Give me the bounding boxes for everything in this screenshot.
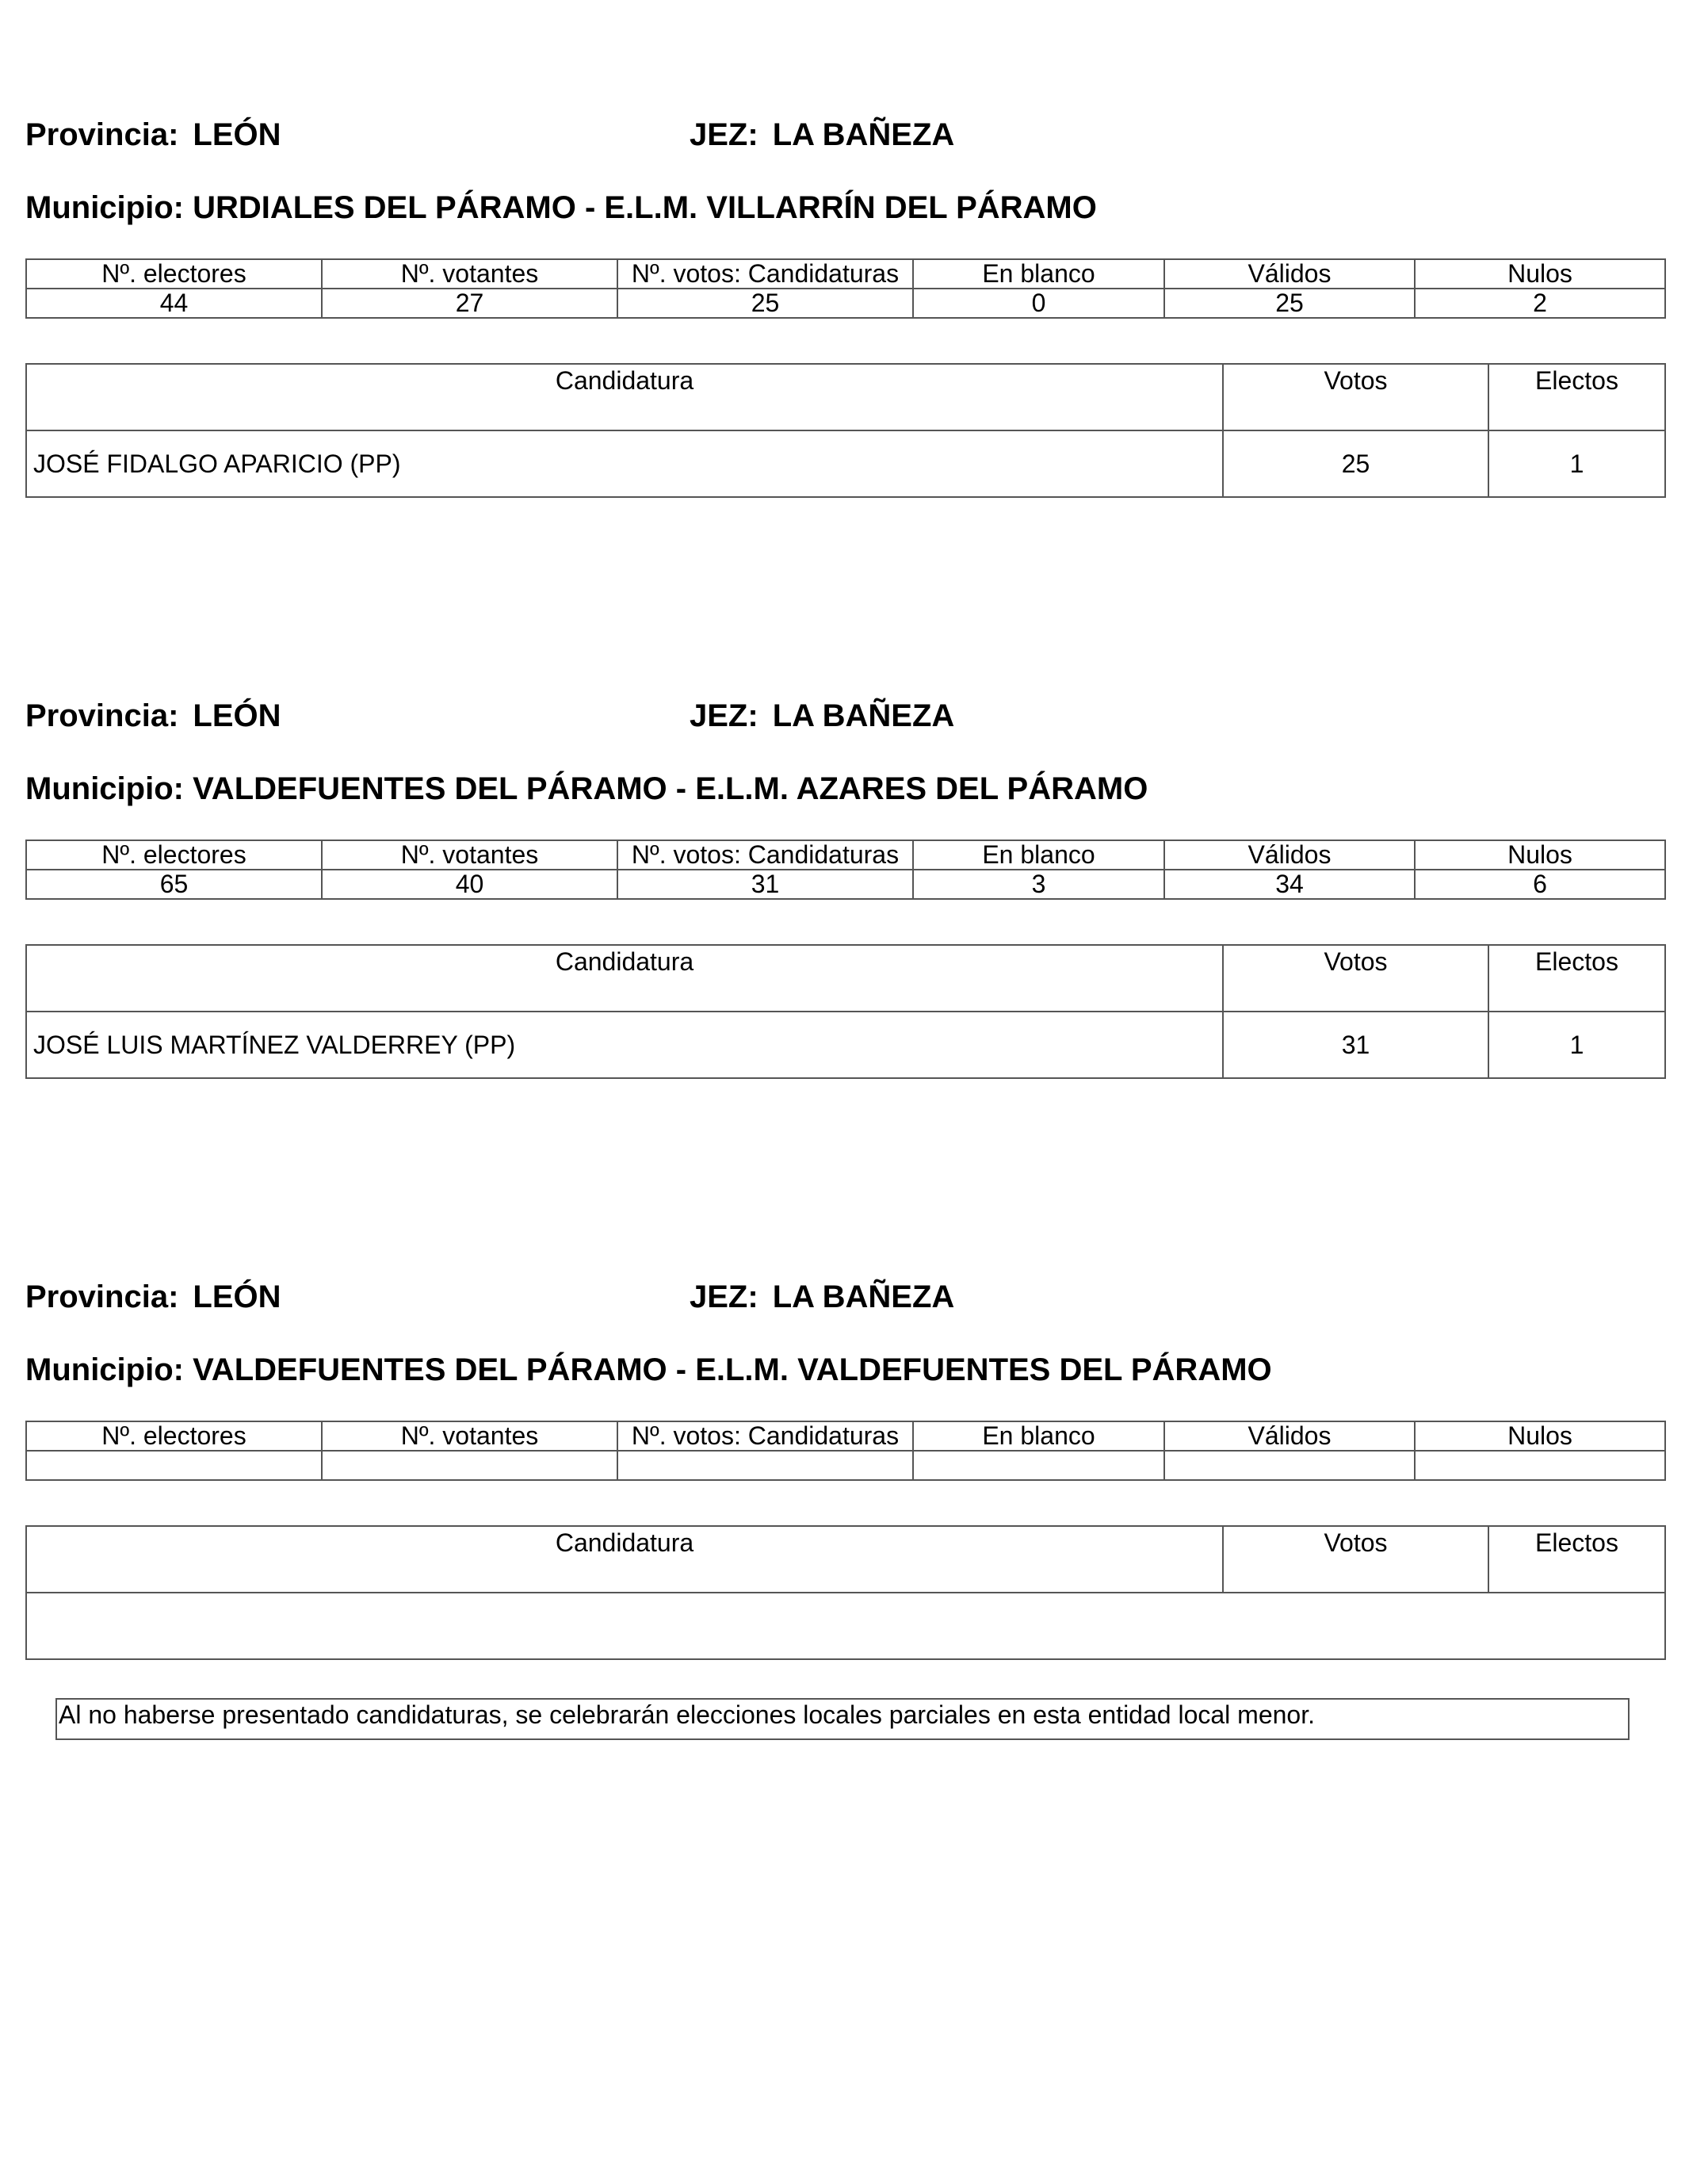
candidatura-nombre: JOSÉ FIDALGO APARICIO (PP) [26,430,1223,497]
jez-line [690,697,954,735]
jez-label: JEZ: [690,1279,758,1314]
stats-votos-candidaturas [617,1451,913,1480]
stats-table [25,840,1666,900]
votos-header: Votos [1223,364,1488,430]
candidatura-table [25,363,1666,498]
municipio-line [25,770,1148,808]
electos-header: Electos [1488,364,1665,430]
municipio-label: Municipio: [25,1352,184,1387]
stats-header-votantes: Nº. votantes [322,259,617,289]
electos-header: Electos [1488,1526,1665,1593]
candidatura-header: Candidatura [26,1526,1223,1593]
stats-header-validos: Válidos [1164,840,1415,870]
jez-value: LA BAÑEZA [772,698,955,733]
jez-label: JEZ: [690,117,758,152]
candidatura-votos: 25 [1223,430,1488,497]
stats-nulos: 2 [1415,289,1665,318]
provincia-line [25,697,281,735]
stats-validos: 25 [1164,289,1415,318]
electos-header: Electos [1488,945,1665,1012]
candidatura-table [25,944,1666,1079]
stats-header-nulos: Nulos [1415,1421,1665,1451]
candidatura-votos: 31 [1223,1012,1488,1078]
stats-votantes: 40 [322,870,617,899]
candidatura-row [26,430,1665,497]
candidatura-electos: 1 [1488,430,1665,497]
stats-electores [26,1451,322,1480]
stats-header-votantes: Nº. votantes [322,840,617,870]
candidatura-header-row [26,1526,1665,1593]
stats-header-validos: Válidos [1164,259,1415,289]
stats-votos-candidaturas: 31 [617,870,913,899]
stats-electores: 65 [26,870,322,899]
provincia-value: LEÓN [193,698,281,733]
provincia-value: LEÓN [193,1279,281,1314]
stats-votos-candidaturas: 25 [617,289,913,318]
provincia-label: Provincia: [25,698,179,733]
stats-header-validos: Válidos [1164,1421,1415,1451]
stats-votantes [322,1451,617,1480]
stats-header-electores: Nº. electores [26,1421,322,1451]
municipio-label: Municipio: [25,771,184,806]
stats-nulos: 6 [1415,870,1665,899]
stats-table [25,1421,1666,1481]
candidatura-nombre: JOSÉ LUIS MARTÍNEZ VALDERREY (PP) [26,1012,1223,1078]
votos-header: Votos [1223,1526,1488,1593]
stats-header-votos-candidaturas: Nº. votos: Candidaturas [617,259,913,289]
stats-header-row [26,259,1665,289]
candidatura-table [25,1525,1666,1660]
stats-header-electores: Nº. electores [26,259,322,289]
municipio-label: Municipio: [25,190,184,225]
votos-header: Votos [1223,945,1488,1012]
stats-header-en-blanco: En blanco [913,1421,1164,1451]
stats-en-blanco [913,1451,1164,1480]
jez-label: JEZ: [690,698,758,733]
stats-value-row [26,870,1665,899]
municipio-value: URDIALES DEL PÁRAMO - E.L.M. VILLARRÍN DEL PÁRAMO [193,190,1097,225]
stats-nulos [1415,1451,1665,1480]
stats-validos [1164,1451,1415,1480]
provincia-label: Provincia: [25,1279,179,1314]
stats-en-blanco: 0 [913,289,1164,318]
provincia-line [25,116,281,154]
stats-header-votantes: Nº. votantes [322,1421,617,1451]
stats-en-blanco: 3 [913,870,1164,899]
stats-value-row [26,289,1665,318]
stats-header-votos-candidaturas: Nº. votos: Candidaturas [617,840,913,870]
stats-header-row [26,840,1665,870]
stats-header-en-blanco: En blanco [913,259,1164,289]
stats-header-row [26,1421,1665,1451]
stats-header-electores: Nº. electores [26,840,322,870]
stats-header-en-blanco: En blanco [913,840,1164,870]
candidatura-header: Candidatura [26,945,1223,1012]
municipio-value: VALDEFUENTES DEL PÁRAMO - E.L.M. VALDEFUENTES DEL PÁRAMO [193,1352,1272,1387]
provincia-line [25,1278,281,1316]
candidatura-empty-cell [26,1593,1665,1659]
stats-header-nulos: Nulos [1415,840,1665,870]
stats-votantes: 27 [322,289,617,318]
candidatura-row [26,1012,1665,1078]
municipio-line [25,189,1097,227]
municipio-line [25,1351,1272,1389]
jez-line [690,116,954,154]
provincia-label: Provincia: [25,117,179,152]
candidatura-row [26,1593,1665,1659]
candidatura-header-row [26,364,1665,430]
stats-validos: 34 [1164,870,1415,899]
note-box: Al no haberse presentado candidaturas, se celebrarán elecciones locales parciales en esta entidad local menor. [55,1698,1630,1740]
candidatura-header-row [26,945,1665,1012]
stats-table [25,258,1666,319]
stats-electores: 44 [26,289,322,318]
jez-value: LA BAÑEZA [772,117,955,152]
stats-header-votos-candidaturas: Nº. votos: Candidaturas [617,1421,913,1451]
jez-value: LA BAÑEZA [772,1279,955,1314]
candidatura-header: Candidatura [26,364,1223,430]
candidatura-electos: 1 [1488,1012,1665,1078]
stats-header-nulos: Nulos [1415,259,1665,289]
jez-line [690,1278,954,1316]
stats-value-row [26,1451,1665,1480]
municipio-value: VALDEFUENTES DEL PÁRAMO - E.L.M. AZARES DEL PÁRAMO [193,771,1148,806]
provincia-value: LEÓN [193,117,281,152]
